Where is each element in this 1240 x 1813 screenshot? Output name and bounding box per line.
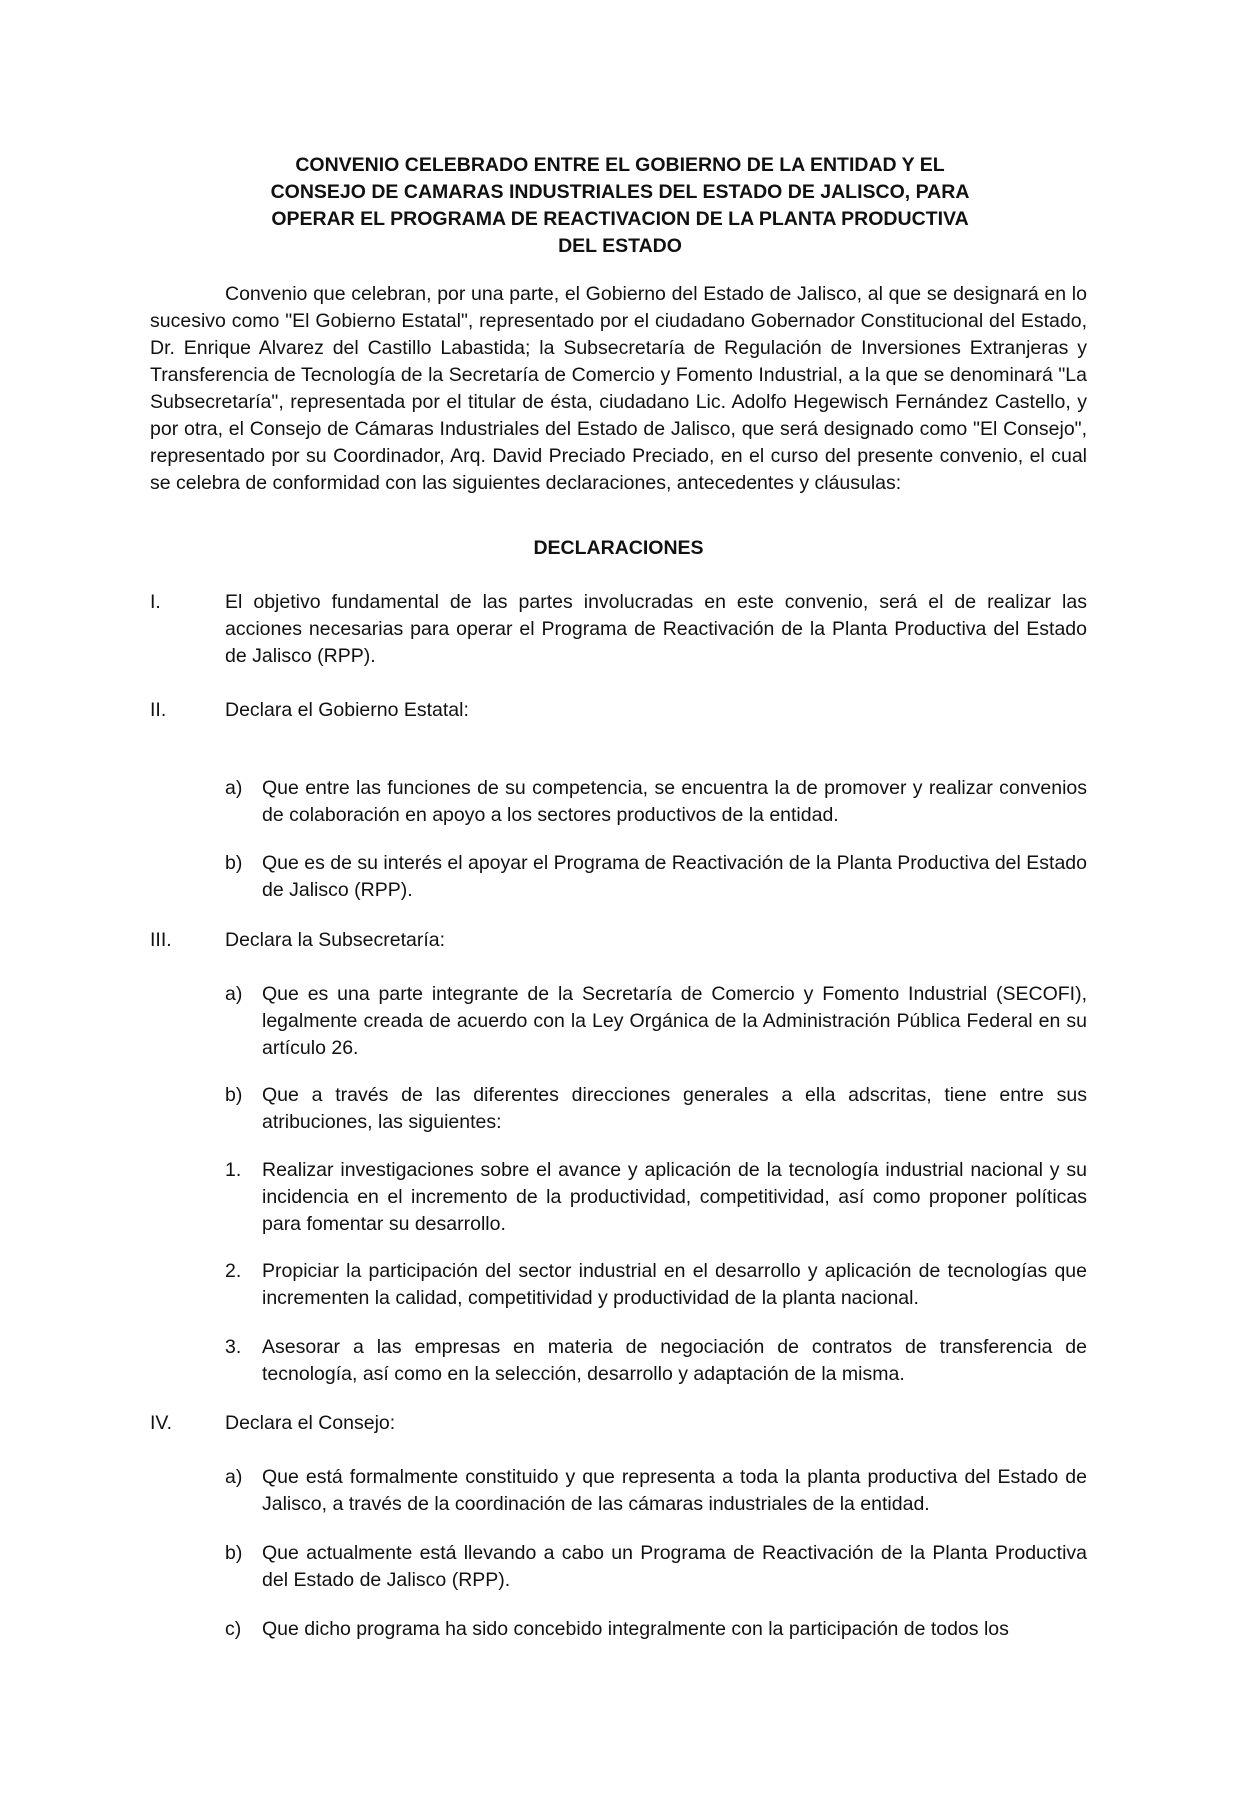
item-text: Asesorar a las empresas en materia de negociación de contratos de transferencia de tecnología, así como en la selección, desarrollo y adaptación de la misma. bbox=[262, 1336, 1087, 1385]
item-marker: b) bbox=[225, 1542, 243, 1564]
list-item bbox=[225, 1082, 1087, 1136]
item-marker: 3. bbox=[225, 1336, 242, 1358]
list-item bbox=[225, 1616, 1087, 1643]
intro-paragraph: Convenio que celebran, por una parte, el Gobierno del Estado de Jalisco, al que se designará en lo sucesivo como "El Gobierno Estatal", representado por el ciudadano Gobernador Constitucional del Estado, Dr. Enrique Alvarez del Castillo Labastida; la Subsecretaría de Regulación de Inversiones Extranjeras y Transferencia de Tecnología de la Secretaría de Comercio y Fomento Industrial, a la que se denominará "La Subsecretaría", representada por el titular de ésta, ciudadano Lic. Adolfo Hegewisch Fernández Castello, y por otra, el Consejo de Cámaras Industriales del Estado de Jalisco, que será designado como "El Consejo", representado por su Coordinador, Arq. David Preciado Preciado, en el curso del presente convenio, el cual se celebra de conformidad con las siguientes declaraciones, antecedentes y cláusulas: bbox=[150, 283, 1087, 494]
section-numeral: IV. bbox=[150, 1412, 173, 1434]
list-item bbox=[225, 850, 1087, 904]
list-item bbox=[225, 1258, 1087, 1312]
list-item bbox=[225, 775, 1087, 829]
list-item bbox=[225, 981, 1087, 1062]
item-marker: a) bbox=[225, 983, 243, 1005]
item-text: Propiciar la participación del sector industrial en el desarrollo y aplicación de tecnologías que incrementen la calidad, competitividad y productividad de la planta nacional. bbox=[262, 1260, 1087, 1309]
section-text: Declara el Gobierno Estatal: bbox=[225, 699, 469, 721]
item-text: Que está formalmente constituido y que representa a toda la planta productiva del Estado de Jalisco, a través de la coordinación de las cámaras industriales de la entidad. bbox=[262, 1466, 1087, 1515]
document-title: CONVENIO CELEBRADO ENTRE EL GOBIERNO DE LA ENTIDAD Y EL CONSEJO DE CAMARAS INDUSTRIALES DEL ESTADO DE JALISCO, PARA OPERAR EL PROGRAMA DE REACTIVACION DE LA PLANTA PRODUCTIVA DEL ESTADO bbox=[270, 154, 970, 257]
section-numeral: II. bbox=[150, 699, 167, 721]
item-text: Que entre las funciones de su competencia, se encuentra la de promover y realizar convenios de colaboración en apoyo a los sectores productivos de la entidad. bbox=[262, 777, 1087, 826]
item-text: Realizar investigaciones sobre el avance y aplicación de la tecnología industrial nacional y su incidencia en el incremento de la productividad, competitividad, así como proponer políticas para fomentar su desarrollo. bbox=[262, 1159, 1087, 1235]
item-marker: 1. bbox=[225, 1159, 242, 1181]
item-text: Que dicho programa ha sido concebido integralmente con la participación de todos los bbox=[262, 1618, 1009, 1640]
declaraciones-heading: DECLARACIONES bbox=[533, 537, 704, 559]
item-marker: c) bbox=[225, 1618, 242, 1640]
section-text: El objetivo fundamental de las partes involucradas en este convenio, será el de realizar las acciones necesarias para operar el Programa de Reactivación de la Planta Productiva del Estado de Jalisco (RPP). bbox=[225, 591, 1087, 667]
item-text: Que a través de las diferentes direcciones generales a ella adscritas, tiene entre sus atribuciones, las siguientes: bbox=[262, 1084, 1087, 1133]
section-text: Declara la Subsecretaría: bbox=[225, 929, 446, 951]
section-numeral: III. bbox=[150, 929, 172, 951]
item-marker: a) bbox=[225, 777, 243, 799]
item-text: Que actualmente está llevando a cabo un Programa de Reactivación de la Planta Productiva del Estado de Jalisco (RPP). bbox=[262, 1542, 1087, 1591]
item-marker: a) bbox=[225, 1466, 243, 1488]
list-item bbox=[225, 1157, 1087, 1238]
list-item bbox=[225, 1540, 1087, 1594]
list-item bbox=[225, 1464, 1087, 1518]
section-text: Declara el Consejo: bbox=[225, 1412, 396, 1434]
item-marker: 2. bbox=[225, 1260, 242, 1282]
item-text: Que es una parte integrante de la Secretaría de Comercio y Fomento Industrial (SECOFI), legalmente creada de acuerdo con la Ley Orgánica de la Administración Pública Federal en su artículo 26. bbox=[262, 983, 1087, 1059]
section-numeral: I. bbox=[150, 591, 161, 613]
item-marker: b) bbox=[225, 1084, 243, 1106]
list-item bbox=[225, 1334, 1087, 1388]
item-marker: b) bbox=[225, 852, 243, 874]
item-text: Que es de su interés el apoyar el Programa de Reactivación de la Planta Productiva del Estado de Jalisco (RPP). bbox=[262, 852, 1087, 901]
